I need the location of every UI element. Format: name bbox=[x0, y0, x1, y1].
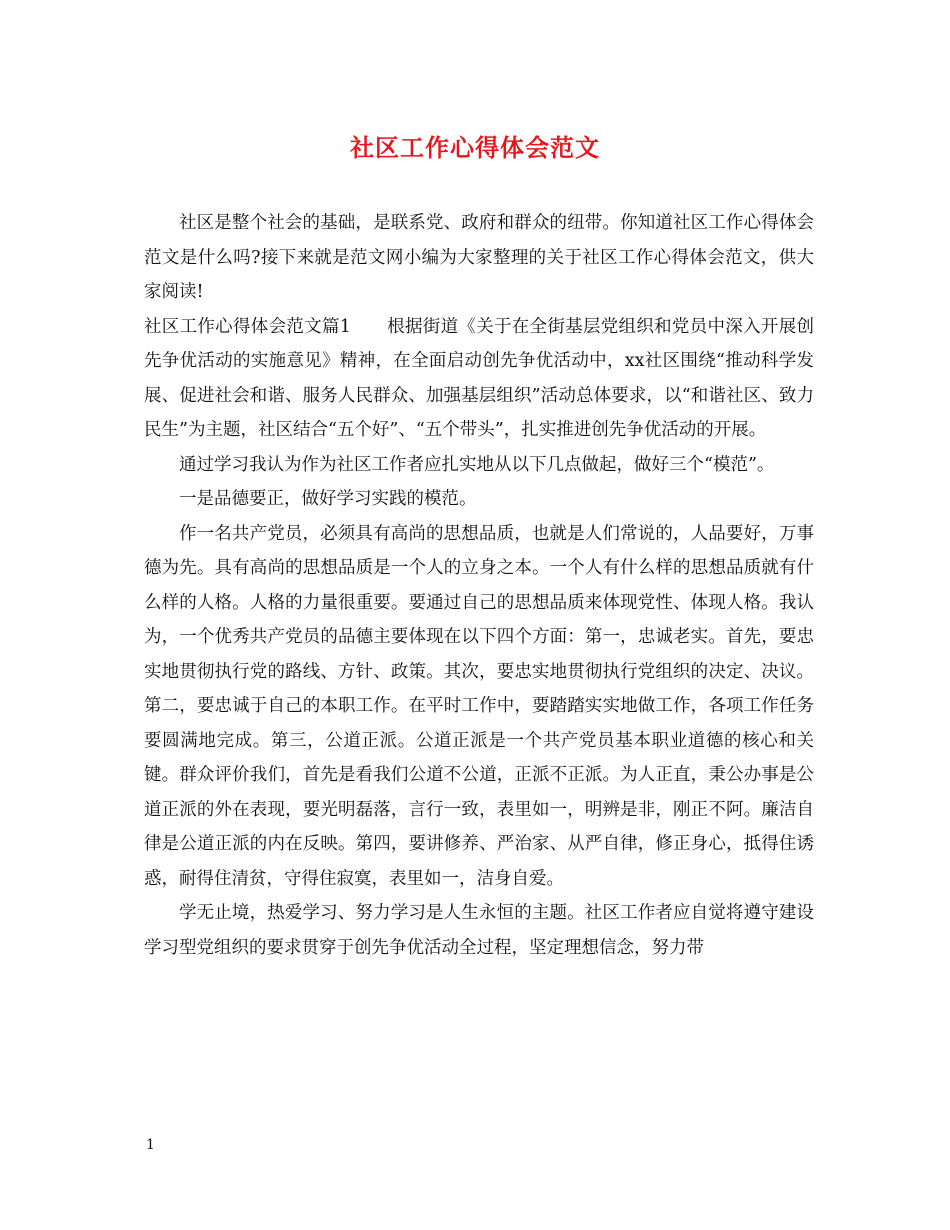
document-body bbox=[144, 206, 814, 965]
section-paragraph bbox=[144, 310, 814, 448]
paragraph-point-one: 一是品德要正，做好学习实践的模范。 bbox=[179, 489, 477, 509]
paragraph-learning: 学无止境，热爱学习、努力学习是人生永恒的主题。社区工作者应自觉将遵守建设学习型党组织的要求贯穿于创先争优活动全过程，坚定理想信念，努力带 bbox=[144, 903, 814, 958]
page-number: 1 bbox=[146, 1137, 155, 1153]
paragraph-character: 作一名共产党员，必须具有高尚的思想品质，也就是人们常说的，人品要好，万事德为先。具有高尚的思想品质是一个人的立身之本。一个人有什么样的思想品质就有什么样的人格。人格的力量很重要。要通过自己的思想品质来体现党性、体现人格。我认为，一个优秀共产党员的品德主要体现在以下四个方面：第一，忠诚老实。首先，要忠实地贯彻执行党的路线、方针、政策。其次，要忠实地贯彻执行党组织的决定、决议。 第二，要忠诚于自己的本职工作。在平时工作中，要踏踏实实地做工作，各项工作任务要圆满地完成。第三，公道正派。公道正派是一个共产党员基本职业道德的核心和关键。群众评价我们，首先是看我们公道不公道，正派不正派。为人正直，秉公办事是公道正派的外在表现，要光明磊落，言行一致，表里如一，明辨是非，刚正不阿。廉洁自律是公道正派的内在反映。第四，要讲修养、严治家、从严自律，修正身心，抵得住诱惑，耐得住清贫，守得住寂寞，表里如一，洁身自爱。 bbox=[144, 523, 814, 889]
section-text: 根据街道《关于在全街基层党组织和党员中深入开展创先争优活动的实施意见》精神，在全面启动创先争优活动中，xx社区围绕“推动科学发展、促进社会和谐、服务人民群众、加强基层组织”活动总体要求，以“和谐社区、致力民生”为主题，社区结合“五个好”、“五个带头”，扎实推进创先争优活动的开展。 bbox=[144, 316, 814, 440]
paragraph-models: 通过学习我认为作为社区工作者应扎实地从以下几点做起，做好三个“模范”。 bbox=[179, 454, 775, 475]
intro-paragraph: 社区是整个社会的基础，是联系党、政府和群众的纽带。你知道社区工作心得体会范文是什么吗?接下来就是范文网小编为大家整理的关于社区工作心得体会范文，供大家阅读! bbox=[144, 213, 814, 302]
section-heading: 社区工作心得体会范文篇1 bbox=[144, 316, 351, 337]
document-title: 社区工作心得体会范文 bbox=[350, 133, 600, 162]
